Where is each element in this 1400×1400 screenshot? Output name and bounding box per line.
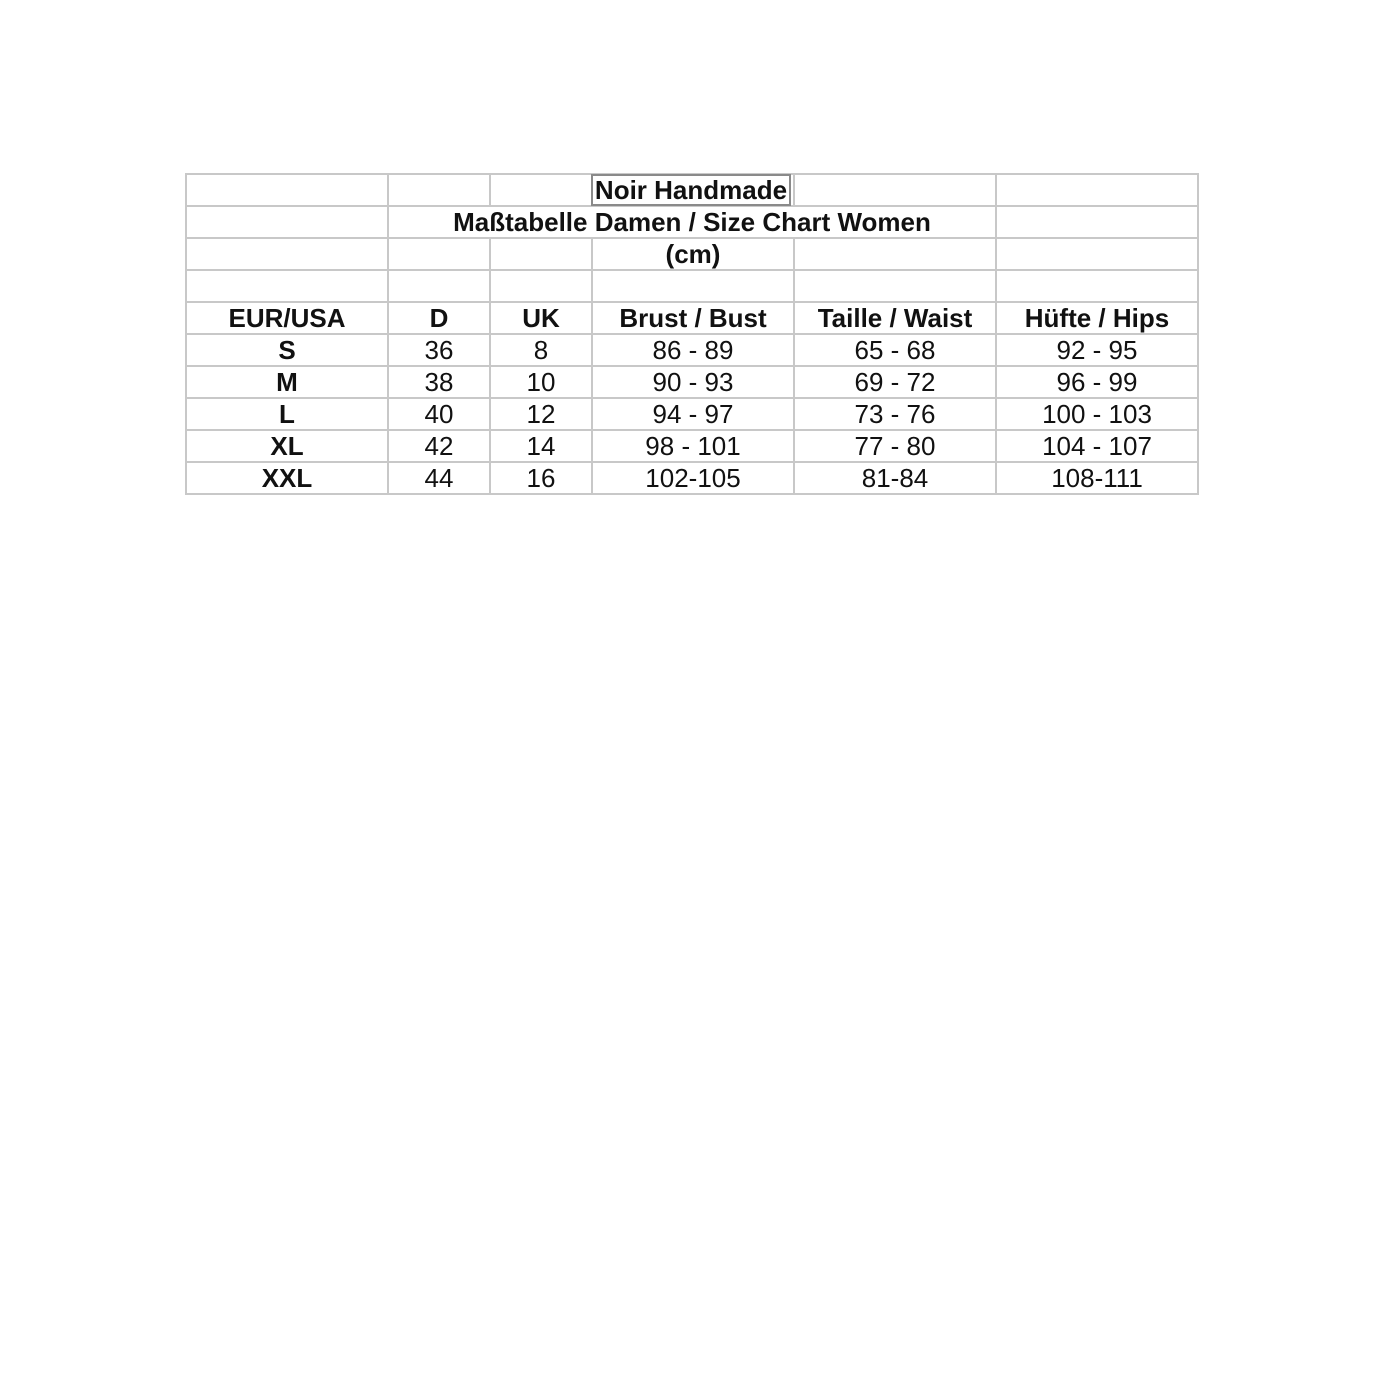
uk-size-cell[interactable]: 16 [490, 462, 592, 494]
waist-cell[interactable]: 77 - 80 [794, 430, 996, 462]
table-row [186, 430, 1198, 462]
size-cell[interactable]: L [186, 398, 388, 430]
waist-cell[interactable]: 65 - 68 [794, 334, 996, 366]
d-size-cell[interactable]: 36 [388, 334, 490, 366]
table-row [186, 366, 1198, 398]
uk-size-cell[interactable]: 12 [490, 398, 592, 430]
column-header-d[interactable]: D [388, 302, 490, 334]
cell[interactable] [794, 270, 996, 302]
subtitle-row [186, 206, 1198, 238]
bust-cell[interactable]: 86 - 89 [592, 334, 794, 366]
hips-cell[interactable]: 96 - 99 [996, 366, 1198, 398]
hips-cell[interactable]: 108-111 [996, 462, 1198, 494]
d-size-cell[interactable]: 44 [388, 462, 490, 494]
size-chart-sheet [185, 173, 1197, 513]
hips-cell[interactable]: 104 - 107 [996, 430, 1198, 462]
uk-size-cell[interactable]: 8 [490, 334, 592, 366]
title-row [186, 174, 1198, 206]
hips-cell[interactable]: 92 - 95 [996, 334, 1198, 366]
size-cell[interactable]: M [186, 366, 388, 398]
column-header-hips[interactable]: Hüfte / Hips [996, 302, 1198, 334]
uk-size-cell[interactable]: 14 [490, 430, 592, 462]
unit-label[interactable]: (cm) [592, 238, 794, 270]
column-header-eur-usa[interactable]: EUR/USA [186, 302, 388, 334]
size-cell[interactable]: S [186, 334, 388, 366]
size-cell[interactable]: XXL [186, 462, 388, 494]
column-header-bust[interactable]: Brust / Bust [592, 302, 794, 334]
chart-title[interactable]: Noir Handmade [590, 173, 792, 207]
unit-row [186, 238, 1198, 270]
waist-cell[interactable]: 73 - 76 [794, 398, 996, 430]
cell[interactable] [186, 238, 388, 270]
uk-size-cell[interactable]: 10 [490, 366, 592, 398]
cell[interactable] [186, 174, 388, 206]
bust-cell[interactable]: 90 - 93 [592, 366, 794, 398]
table-row [186, 398, 1198, 430]
waist-cell[interactable]: 69 - 72 [794, 366, 996, 398]
cell[interactable] [186, 270, 388, 302]
spacer-row [186, 270, 1198, 302]
cell[interactable] [490, 238, 592, 270]
table-row [186, 334, 1198, 366]
d-size-cell[interactable]: 40 [388, 398, 490, 430]
hips-cell[interactable]: 100 - 103 [996, 398, 1198, 430]
cell[interactable] [388, 174, 490, 206]
table-row [186, 462, 1198, 494]
cell[interactable] [996, 270, 1198, 302]
column-header-uk[interactable]: UK [490, 302, 592, 334]
bust-cell[interactable]: 94 - 97 [592, 398, 794, 430]
cell[interactable] [388, 238, 490, 270]
cell[interactable] [592, 270, 794, 302]
waist-cell[interactable]: 81-84 [794, 462, 996, 494]
column-header-waist[interactable]: Taille / Waist [794, 302, 996, 334]
cell[interactable] [186, 206, 388, 238]
size-cell[interactable]: XL [186, 430, 388, 462]
cell[interactable] [388, 270, 490, 302]
bust-cell[interactable]: 98 - 101 [592, 430, 794, 462]
cell[interactable] [794, 174, 996, 206]
cell[interactable] [490, 174, 592, 206]
d-size-cell[interactable]: 38 [388, 366, 490, 398]
cell[interactable] [996, 174, 1198, 206]
cell[interactable] [996, 238, 1198, 270]
header-row [186, 302, 1198, 334]
cell[interactable] [794, 238, 996, 270]
d-size-cell[interactable]: 42 [388, 430, 490, 462]
size-chart-table [185, 173, 1199, 495]
cell[interactable] [490, 270, 592, 302]
cell[interactable] [592, 174, 794, 206]
chart-subtitle[interactable]: Maßtabelle Damen / Size Chart Women [388, 206, 996, 238]
bust-cell[interactable]: 102-105 [592, 462, 794, 494]
cell[interactable] [996, 206, 1198, 238]
